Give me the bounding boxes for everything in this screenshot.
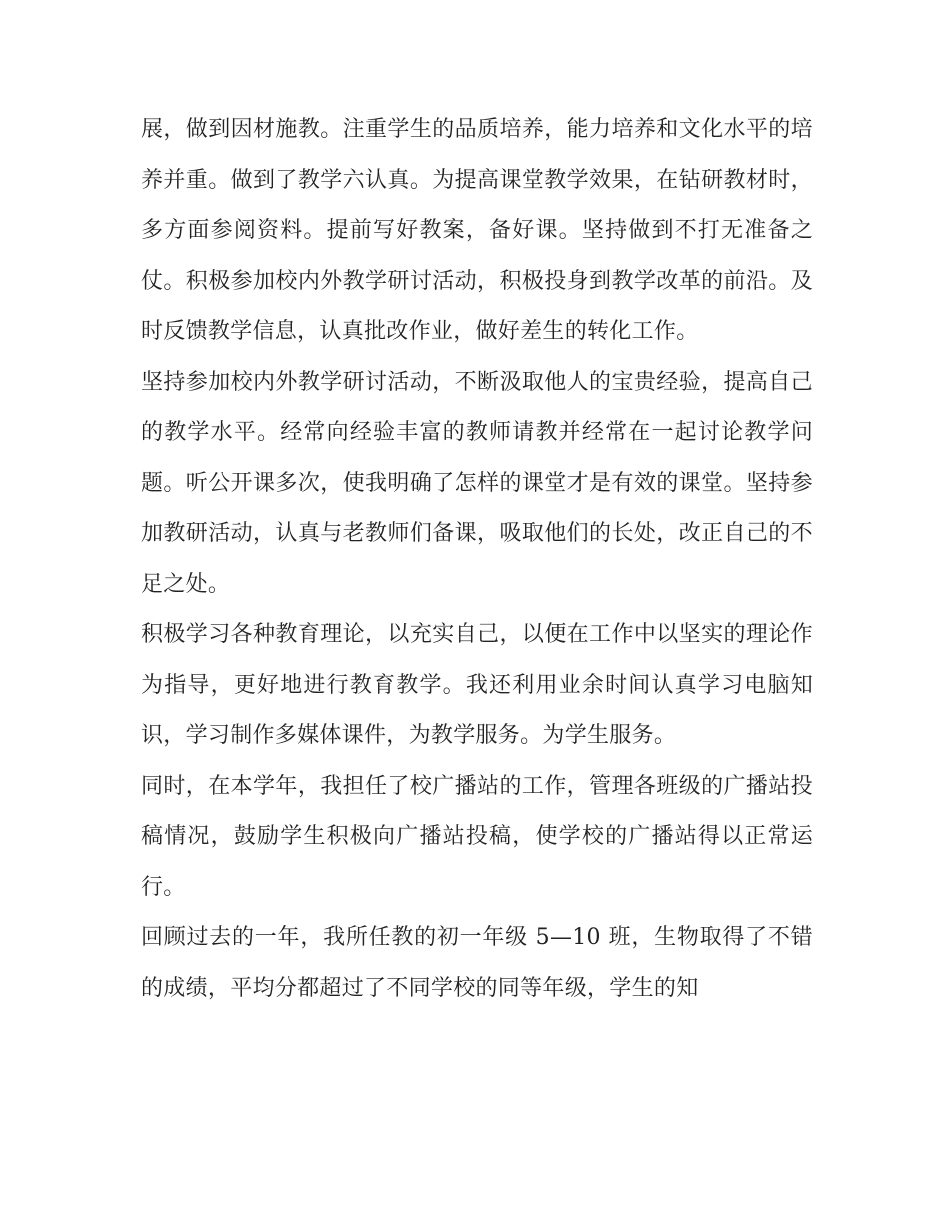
paragraph-teaching-practice: 展，做到因材施教。注重学生的品质培养，能力培养和文化水平的培养并重。做到了教学六认真。为提高课堂教学效果，在钻研教材时，多方面参阅资料。提前写好教案，备好课。坚持做到不打无准备之仗。积极参加校内外教学研讨活动，积极投身到教学改革的前沿。及时反馈教学信息，认真批改作业，做好差生的转化工作。: [141, 117, 813, 344]
paragraph-teaching-research: 坚持参加校内外教学研讨活动，不断汲取他人的宝贵经验，提高自己的教学水平。经常向经验丰富的教师请教并经常在一起讨论教学问题。听公开课多次，使我明确了怎样的课堂才是有效的课堂。坚持参加教研活动，认真与老教师们备课，吸取他们的长处，改正自己的不足之处。: [141, 369, 813, 597]
paragraph-theory-study: 积极学习各种教育理论，以充实自己，以便在工作中以坚实的理论作为指导，更好地进行教育教学。我还利用业余时间认真学习电脑知识，学习制作多媒体课件，为教学服务。为学生服务。: [141, 622, 813, 748]
document-body: [141, 105, 813, 1014]
paragraph-year-review: 回顾过去的一年，我所任教的初一年级 5—10 班，生物取得了不错的成绩，平均分都超过了不同学校的同等年级，学生的知: [141, 925, 813, 1001]
paragraph-broadcast-station: 同时，在本学年，我担任了校广播站的工作，管理各班级的广播站投稿情况，鼓励学生积极向广播站投稿，使学校的广播站得以正常运行。: [141, 773, 813, 900]
